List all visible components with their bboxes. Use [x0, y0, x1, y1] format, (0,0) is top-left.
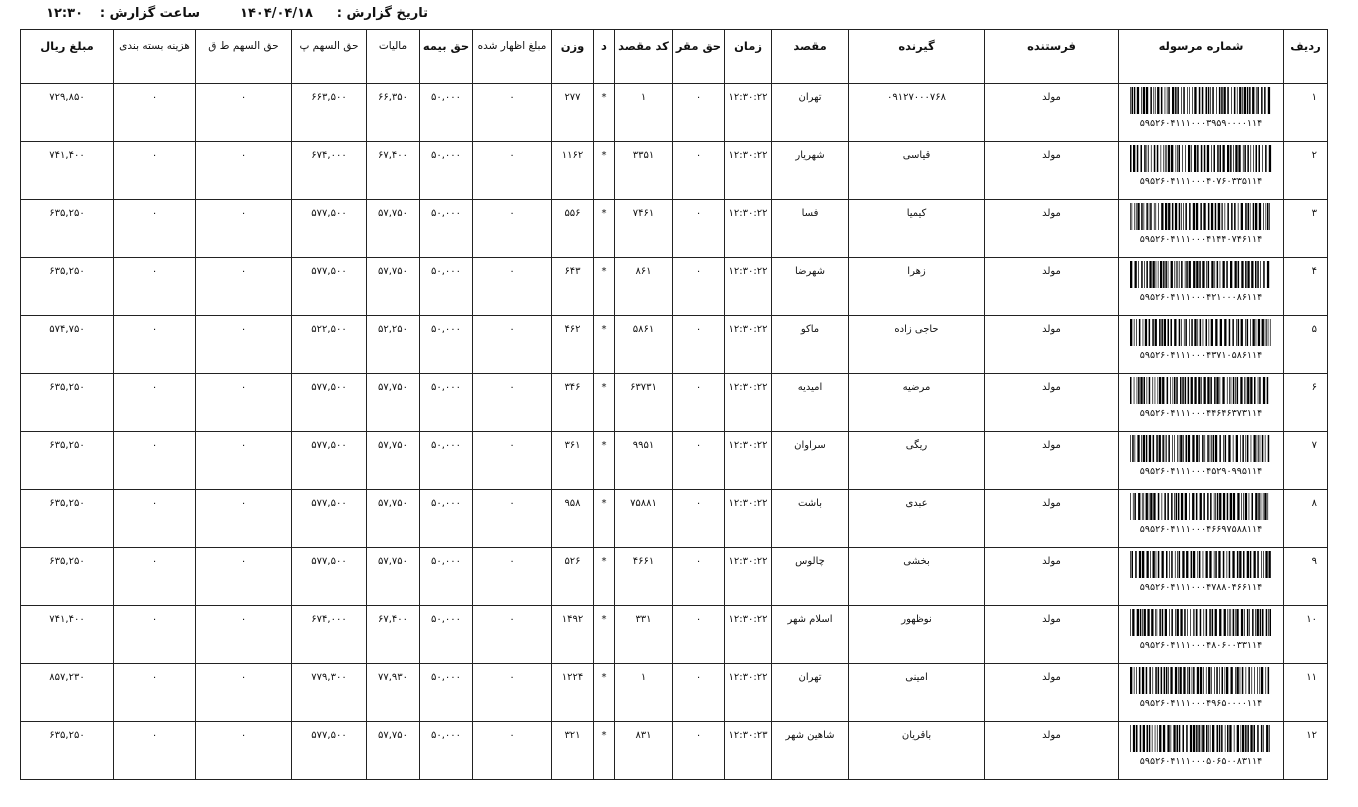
amount-cell: ۶۳۵,۲۵۰: [21, 722, 114, 780]
tax-cell: ۵۷,۷۵۰: [367, 548, 420, 606]
table-row: [21, 722, 1328, 780]
row-number: ۱۱: [1284, 664, 1328, 722]
dest-code-cell: ۷۵۸۸۱: [615, 490, 673, 548]
time-cell: ۱۲:۳۰:۲۲: [725, 200, 772, 258]
declared-cell: ۰: [473, 258, 552, 316]
barcode-icon: [1130, 609, 1272, 636]
time-cell: ۱۲:۳۰:۲۲: [725, 606, 772, 664]
table-row: [21, 432, 1328, 490]
tax-cell: ۵۲,۲۵۰: [367, 316, 420, 374]
receiver-cell: ریگی: [849, 432, 985, 490]
d-cell: *: [594, 84, 615, 142]
insurance-cell: ۵۰,۰۰۰: [420, 606, 473, 664]
dest-code-cell: ۴۶۶۱: [615, 548, 673, 606]
time-cell: ۱۲:۳۰:۲۳: [725, 722, 772, 780]
tracking-number: ۵۹۵۲۶۰۴۱۱۱۰۰۰۴۹۶۵۰۰۰۰۱۱۴: [1139, 698, 1263, 709]
col-header-packing: هزینه بسته بندی: [114, 30, 196, 84]
destination-cell: فسا: [772, 200, 849, 258]
time-cell: ۱۲:۳۰:۲۲: [725, 490, 772, 548]
weight-cell: ۶۴۳: [552, 258, 594, 316]
share-tq-cell: ۰: [196, 258, 292, 316]
tracking-number: ۵۹۵۲۶۰۴۱۱۱۰۰۰۴۳۷۱۰۵۸۶۱۱۴: [1139, 350, 1263, 361]
declared-cell: ۰: [473, 664, 552, 722]
table-row: [21, 548, 1328, 606]
insurance-cell: ۵۰,۰۰۰: [420, 200, 473, 258]
packing-cell: ۰: [114, 548, 196, 606]
sender-cell: مولد: [985, 722, 1119, 780]
hq-fee-cell: ۰: [673, 664, 725, 722]
insurance-cell: ۵۰,۰۰۰: [420, 432, 473, 490]
receiver-cell: قیاسی: [849, 142, 985, 200]
weight-cell: ۱۱۶۲: [552, 142, 594, 200]
row-number: ۱: [1284, 84, 1328, 142]
tracking-cell: [1119, 200, 1284, 258]
barcode-icon: [1130, 725, 1272, 752]
amount-cell: ۸۵۷,۲۳۰: [21, 664, 114, 722]
time-cell: ۱۲:۳۰:۲۲: [725, 258, 772, 316]
insurance-cell: ۵۰,۰۰۰: [420, 722, 473, 780]
declared-cell: ۰: [473, 316, 552, 374]
d-cell: *: [594, 722, 615, 780]
share-tq-cell: ۰: [196, 316, 292, 374]
sender-cell: مولد: [985, 606, 1119, 664]
col-header-share-p: حق السهم پ: [292, 30, 367, 84]
tracking-number: ۵۹۵۲۶۰۴۱۱۱۰۰۰۴۷۸۸۰۴۶۶۱۱۴: [1139, 582, 1263, 593]
d-cell: *: [594, 490, 615, 548]
packing-cell: ۰: [114, 432, 196, 490]
amount-cell: ۵۷۴,۷۵۰: [21, 316, 114, 374]
share-tq-cell: ۰: [196, 548, 292, 606]
packing-cell: ۰: [114, 258, 196, 316]
packing-cell: ۰: [114, 664, 196, 722]
amount-cell: ۶۳۵,۲۵۰: [21, 432, 114, 490]
share-p-cell: ۷۷۹,۳۰۰: [292, 664, 367, 722]
packing-cell: ۰: [114, 374, 196, 432]
sender-cell: مولد: [985, 432, 1119, 490]
col-header-share-tq: حق السهم ط ق: [196, 30, 292, 84]
col-header-amount: مبلغ ریال: [21, 30, 114, 84]
table-row: [21, 84, 1328, 142]
barcode-icon: [1130, 87, 1272, 114]
declared-cell: ۰: [473, 200, 552, 258]
row-number: ۷: [1284, 432, 1328, 490]
row-number: ۳: [1284, 200, 1328, 258]
tracking-number: ۵۹۵۲۶۰۴۱۱۱۰۰۰۵۰۶۵۰۰۸۳۱۱۴: [1139, 756, 1263, 767]
col-header-receiver: گیرنده: [849, 30, 985, 84]
share-tq-cell: ۰: [196, 142, 292, 200]
destination-cell: چالوس: [772, 548, 849, 606]
dest-code-cell: ۸۶۱: [615, 258, 673, 316]
share-tq-cell: ۰: [196, 84, 292, 142]
tracking-number: ۵۹۵۲۶۰۴۱۱۱۰۰۰۴۱۴۴۰۷۴۶۱۱۴: [1139, 234, 1263, 245]
weight-cell: ۱۴۹۲: [552, 606, 594, 664]
receiver-cell: کیمیا: [849, 200, 985, 258]
time-cell: ۱۲:۳۰:۲۲: [725, 316, 772, 374]
tracking-number: ۵۹۵۲۶۰۴۱۱۱۰۰۰۴۲۱۰۰۰۸۶۱۱۴: [1139, 292, 1263, 303]
tax-cell: ۵۷,۷۵۰: [367, 200, 420, 258]
col-header-dest: مقصد: [772, 30, 849, 84]
amount-cell: ۷۴۱,۴۰۰: [21, 606, 114, 664]
tax-cell: ۵۷,۷۵۰: [367, 490, 420, 548]
d-cell: *: [594, 258, 615, 316]
declared-cell: ۰: [473, 374, 552, 432]
share-tq-cell: ۰: [196, 664, 292, 722]
hq-fee-cell: ۰: [673, 258, 725, 316]
col-header-tax: مالیات: [367, 30, 420, 84]
tracking-cell: [1119, 374, 1284, 432]
tracking-number: ۵۹۵۲۶۰۴۱۱۱۰۰۰۴۴۶۴۶۳۷۳۱۱۴: [1139, 408, 1263, 419]
tax-cell: ۵۷,۷۵۰: [367, 432, 420, 490]
tax-cell: ۶۷,۴۰۰: [367, 142, 420, 200]
share-p-cell: ۶۷۴,۰۰۰: [292, 142, 367, 200]
amount-cell: ۶۳۵,۲۵۰: [21, 258, 114, 316]
hq-fee-cell: ۰: [673, 142, 725, 200]
dest-code-cell: ۵۸۶۱: [615, 316, 673, 374]
sender-cell: مولد: [985, 664, 1119, 722]
report-date-label: تاریخ گزارش :: [336, 6, 428, 21]
share-tq-cell: ۰: [196, 200, 292, 258]
row-number: ۵: [1284, 316, 1328, 374]
declared-cell: ۰: [473, 84, 552, 142]
time-cell: ۱۲:۳۰:۲۲: [725, 548, 772, 606]
tax-cell: ۷۷,۹۳۰: [367, 664, 420, 722]
share-p-cell: ۶۷۴,۰۰۰: [292, 606, 367, 664]
insurance-cell: ۵۰,۰۰۰: [420, 258, 473, 316]
d-cell: *: [594, 432, 615, 490]
tracking-number: ۵۹۵۲۶۰۴۱۱۱۰۰۰۴۶۶۹۷۵۸۸۱۱۴: [1139, 524, 1263, 535]
row-number: ۲: [1284, 142, 1328, 200]
sender-cell: مولد: [985, 490, 1119, 548]
hq-fee-cell: ۰: [673, 432, 725, 490]
share-p-cell: ۵۷۷,۵۰۰: [292, 548, 367, 606]
row-number: ۶: [1284, 374, 1328, 432]
tracking-cell: [1119, 142, 1284, 200]
amount-cell: ۷۴۱,۴۰۰: [21, 142, 114, 200]
report-time-value: ۱۲:۳۰: [46, 6, 83, 21]
report-header: [0, 4, 1358, 26]
packing-cell: ۰: [114, 490, 196, 548]
d-cell: *: [594, 606, 615, 664]
packing-cell: ۰: [114, 142, 196, 200]
report-date-value: ۱۴۰۴/۰۴/۱۸: [240, 6, 313, 21]
row-number: ۱۰: [1284, 606, 1328, 664]
tracking-cell: [1119, 432, 1284, 490]
receiver-cell: زهرا: [849, 258, 985, 316]
d-cell: *: [594, 142, 615, 200]
share-tq-cell: ۰: [196, 490, 292, 548]
insurance-cell: ۵۰,۰۰۰: [420, 84, 473, 142]
insurance-cell: ۵۰,۰۰۰: [420, 548, 473, 606]
tracking-cell: [1119, 548, 1284, 606]
insurance-cell: ۵۰,۰۰۰: [420, 374, 473, 432]
tracking-cell: [1119, 316, 1284, 374]
weight-cell: ۳۶۱: [552, 432, 594, 490]
destination-cell: اسلام شهر: [772, 606, 849, 664]
time-cell: ۱۲:۳۰:۲۲: [725, 142, 772, 200]
hq-fee-cell: ۰: [673, 490, 725, 548]
destination-cell: سراوان: [772, 432, 849, 490]
weight-cell: ۱۲۲۴: [552, 664, 594, 722]
sender-cell: مولد: [985, 258, 1119, 316]
destination-cell: شهریار: [772, 142, 849, 200]
table-row: [21, 490, 1328, 548]
hq-fee-cell: ۰: [673, 606, 725, 664]
tax-cell: ۵۷,۷۵۰: [367, 374, 420, 432]
col-header-time: زمان: [725, 30, 772, 84]
d-cell: *: [594, 374, 615, 432]
share-p-cell: ۶۶۳,۵۰۰: [292, 84, 367, 142]
barcode-icon: [1130, 203, 1272, 230]
row-number: ۹: [1284, 548, 1328, 606]
packing-cell: ۰: [114, 606, 196, 664]
dest-code-cell: ۱: [615, 664, 673, 722]
tracking-number: ۵۹۵۲۶۰۴۱۱۱۰۰۰۴۰۷۶۰۳۳۵۱۱۴: [1139, 176, 1263, 187]
share-tq-cell: ۰: [196, 374, 292, 432]
dest-code-cell: ۹۹۵۱: [615, 432, 673, 490]
col-header-declared: مبلغ اظهار شده: [473, 30, 552, 84]
time-cell: ۱۲:۳۰:۲۲: [725, 664, 772, 722]
dest-code-cell: ۸۳۱: [615, 722, 673, 780]
sender-cell: مولد: [985, 316, 1119, 374]
receiver-cell: حاجی زاده: [849, 316, 985, 374]
d-cell: *: [594, 664, 615, 722]
tracking-cell: [1119, 490, 1284, 548]
col-header-tracking: شماره مرسوله: [1119, 30, 1284, 84]
weight-cell: ۵۲۶: [552, 548, 594, 606]
destination-cell: تهران: [772, 664, 849, 722]
amount-cell: ۶۳۵,۲۵۰: [21, 548, 114, 606]
weight-cell: ۲۷۷: [552, 84, 594, 142]
dest-code-cell: ۳۳۵۱: [615, 142, 673, 200]
amount-cell: ۷۲۹,۸۵۰: [21, 84, 114, 142]
destination-cell: شهرضا: [772, 258, 849, 316]
table-row: [21, 374, 1328, 432]
tracking-number: ۵۹۵۲۶۰۴۱۱۱۰۰۰۳۹۵۹۰۰۰۰۱۱۴: [1139, 118, 1263, 129]
dest-code-cell: ۷۴۶۱: [615, 200, 673, 258]
receiver-cell: باقریان: [849, 722, 985, 780]
barcode-icon: [1130, 261, 1272, 288]
share-p-cell: ۵۲۲,۵۰۰: [292, 316, 367, 374]
barcode-icon: [1130, 551, 1272, 578]
receiver-cell: ۰۹۱۲۷۰۰۰۷۶۸: [849, 84, 985, 142]
sender-cell: مولد: [985, 200, 1119, 258]
table-row: [21, 316, 1328, 374]
table-row: [21, 142, 1328, 200]
row-number: ۱۲: [1284, 722, 1328, 780]
col-header-row: ردیف: [1284, 30, 1328, 84]
share-p-cell: ۵۷۷,۵۰۰: [292, 432, 367, 490]
declared-cell: ۰: [473, 432, 552, 490]
share-p-cell: ۵۷۷,۵۰۰: [292, 490, 367, 548]
receiver-cell: مرضیه: [849, 374, 985, 432]
hq-fee-cell: ۰: [673, 200, 725, 258]
tracking-number: ۵۹۵۲۶۰۴۱۱۱۰۰۰۴۸۰۶۰۰۳۳۱۱۴: [1139, 640, 1263, 651]
tax-cell: ۵۷,۷۵۰: [367, 722, 420, 780]
time-cell: ۱۲:۳۰:۲۲: [725, 432, 772, 490]
hq-fee-cell: ۰: [673, 84, 725, 142]
tracking-cell: [1119, 664, 1284, 722]
table-row: [21, 200, 1328, 258]
hq-fee-cell: ۰: [673, 374, 725, 432]
insurance-cell: ۵۰,۰۰۰: [420, 316, 473, 374]
dest-code-cell: ۶۳۷۳۱: [615, 374, 673, 432]
declared-cell: ۰: [473, 548, 552, 606]
declared-cell: ۰: [473, 722, 552, 780]
declared-cell: ۰: [473, 490, 552, 548]
share-p-cell: ۵۷۷,۵۰۰: [292, 258, 367, 316]
col-header-dest-code: کد مقصد: [615, 30, 673, 84]
tracking-cell: [1119, 84, 1284, 142]
barcode-icon: [1130, 377, 1272, 404]
col-header-sender: فرستنده: [985, 30, 1119, 84]
destination-cell: تهران: [772, 84, 849, 142]
table-row: [21, 258, 1328, 316]
d-cell: *: [594, 548, 615, 606]
sender-cell: مولد: [985, 374, 1119, 432]
amount-cell: ۶۳۵,۲۵۰: [21, 200, 114, 258]
destination-cell: ماکو: [772, 316, 849, 374]
sender-cell: مولد: [985, 84, 1119, 142]
insurance-cell: ۵۰,۰۰۰: [420, 664, 473, 722]
destination-cell: امیدیه: [772, 374, 849, 432]
weight-cell: ۳۴۶: [552, 374, 594, 432]
weight-cell: ۴۶۲: [552, 316, 594, 374]
share-p-cell: ۵۷۷,۵۰۰: [292, 374, 367, 432]
col-header-insurance: حق بیمه: [420, 30, 473, 84]
table-header-row: [21, 30, 1328, 84]
packing-cell: ۰: [114, 722, 196, 780]
time-cell: ۱۲:۳۰:۲۲: [725, 84, 772, 142]
dest-code-cell: ۳۳۱: [615, 606, 673, 664]
weight-cell: ۳۲۱: [552, 722, 594, 780]
time-cell: ۱۲:۳۰:۲۲: [725, 374, 772, 432]
barcode-icon: [1130, 435, 1272, 462]
barcode-icon: [1130, 667, 1272, 694]
destination-cell: شاهین شهر: [772, 722, 849, 780]
col-header-d: د: [594, 30, 615, 84]
share-tq-cell: ۰: [196, 722, 292, 780]
receiver-cell: نوظهور: [849, 606, 985, 664]
tracking-cell: [1119, 258, 1284, 316]
tax-cell: ۶۶,۳۵۰: [367, 84, 420, 142]
amount-cell: ۶۳۵,۲۵۰: [21, 374, 114, 432]
packing-cell: ۰: [114, 84, 196, 142]
table-row: [21, 606, 1328, 664]
row-number: ۸: [1284, 490, 1328, 548]
share-tq-cell: ۰: [196, 432, 292, 490]
col-header-weight: وزن: [552, 30, 594, 84]
declared-cell: ۰: [473, 606, 552, 664]
weight-cell: ۹۵۸: [552, 490, 594, 548]
tracking-cell: [1119, 722, 1284, 780]
receiver-cell: امینی: [849, 664, 985, 722]
amount-cell: ۶۳۵,۲۵۰: [21, 490, 114, 548]
table-row: [21, 664, 1328, 722]
row-number: ۴: [1284, 258, 1328, 316]
packing-cell: ۰: [114, 316, 196, 374]
weight-cell: ۵۵۶: [552, 200, 594, 258]
tax-cell: ۵۷,۷۵۰: [367, 258, 420, 316]
sender-cell: مولد: [985, 142, 1119, 200]
tracking-cell: [1119, 606, 1284, 664]
barcode-icon: [1130, 145, 1272, 172]
share-p-cell: ۵۷۷,۵۰۰: [292, 200, 367, 258]
tracking-number: ۵۹۵۲۶۰۴۱۱۱۰۰۰۴۵۲۹۰۹۹۵۱۱۴: [1139, 466, 1263, 477]
destination-cell: باشت: [772, 490, 849, 548]
sender-cell: مولد: [985, 548, 1119, 606]
d-cell: *: [594, 200, 615, 258]
hq-fee-cell: ۰: [673, 548, 725, 606]
barcode-icon: [1130, 493, 1272, 520]
receiver-cell: بخشی: [849, 548, 985, 606]
report-time-label: ساعت گزارش :: [99, 6, 200, 21]
insurance-cell: ۵۰,۰۰۰: [420, 142, 473, 200]
share-p-cell: ۵۷۷,۵۰۰: [292, 722, 367, 780]
declared-cell: ۰: [473, 142, 552, 200]
hq-fee-cell: ۰: [673, 316, 725, 374]
hq-fee-cell: ۰: [673, 722, 725, 780]
d-cell: *: [594, 316, 615, 374]
packing-cell: ۰: [114, 200, 196, 258]
share-tq-cell: ۰: [196, 606, 292, 664]
col-header-hq-fee: حق مقر: [673, 30, 725, 84]
barcode-icon: [1130, 319, 1272, 346]
insurance-cell: ۵۰,۰۰۰: [420, 490, 473, 548]
dest-code-cell: ۱: [615, 84, 673, 142]
shipment-report-table: [20, 29, 1328, 780]
tax-cell: ۶۷,۴۰۰: [367, 606, 420, 664]
receiver-cell: عبدی: [849, 490, 985, 548]
